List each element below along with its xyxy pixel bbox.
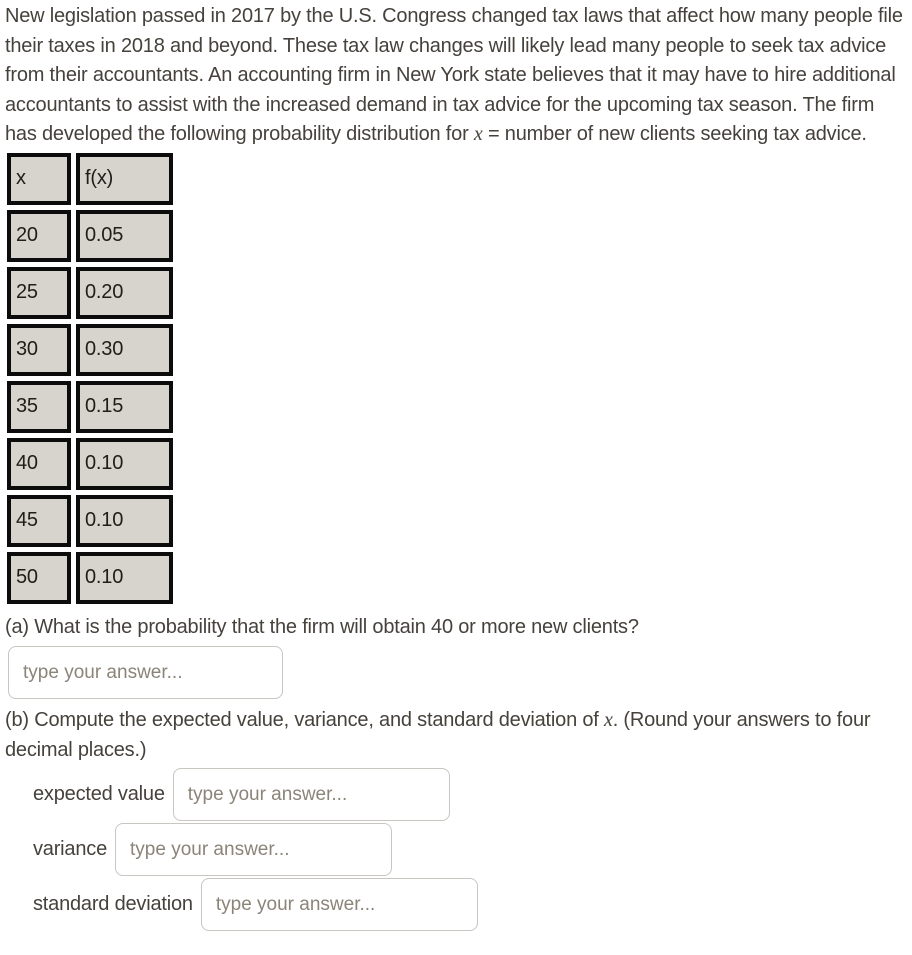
table-cell-x: 50 [7, 552, 71, 604]
variance-input[interactable] [115, 823, 392, 876]
table-cell-x: 35 [7, 381, 71, 433]
table-cell-x: 40 [7, 438, 71, 490]
table-cell-fx: 0.10 [76, 552, 173, 604]
table-cell-x: 25 [7, 267, 71, 319]
problem-text-before: New legislation passed in 2017 by the U.S. Congress changed tax laws that affect how many people file their taxes in 2018 and beyond. These tax law changes will likely lead many people to seek tax advice from their accountants. An accounting firm in New York state believes that it may have to hire additional accountants to assist with the increased demand in tax advice for the upcoming tax season. The firm has developed the following probability distribution for [5, 5, 903, 145]
question-b-text-after: . (Round your answers to four decimal places.) [5, 709, 871, 761]
variance-row [33, 823, 910, 876]
table-cell-x: 20 [7, 210, 71, 262]
table-cell-fx: 0.10 [76, 495, 173, 547]
table-cell-x: 30 [7, 324, 71, 376]
standard-deviation-label: standard deviation [33, 893, 193, 915]
table-cell-fx: 0.05 [76, 210, 173, 262]
x-variable: x [473, 123, 483, 145]
x-variable: x [604, 709, 613, 731]
table-header-x: x [7, 153, 71, 205]
expected-value-label: expected value [33, 783, 165, 805]
question-b-text [5, 706, 910, 765]
table-cell-x: 45 [7, 495, 71, 547]
table-cell-fx: 0.30 [76, 324, 173, 376]
table-cell-fx: 0.20 [76, 267, 173, 319]
probability-distribution-table [7, 153, 173, 604]
question-a-text: (a) What is the probability that the firm will obtain 40 or more new clients? [5, 615, 639, 638]
variance-label: variance [33, 838, 107, 860]
question-a-answer-input[interactable] [8, 646, 283, 699]
expected-value-row [33, 768, 910, 821]
table-header-fx: f(x) [76, 153, 173, 205]
standard-deviation-row [33, 878, 910, 931]
table-cell-fx: 0.10 [76, 438, 173, 490]
question-b-text-before: (b) Compute the expected value, variance, and standard deviation of [5, 709, 604, 731]
table-cell-fx: 0.15 [76, 381, 173, 433]
problem-statement [5, 2, 910, 150]
expected-value-input[interactable] [173, 768, 450, 821]
standard-deviation-input[interactable] [201, 878, 478, 931]
problem-text-after: = number of new clients seeking tax advice. [482, 123, 867, 145]
